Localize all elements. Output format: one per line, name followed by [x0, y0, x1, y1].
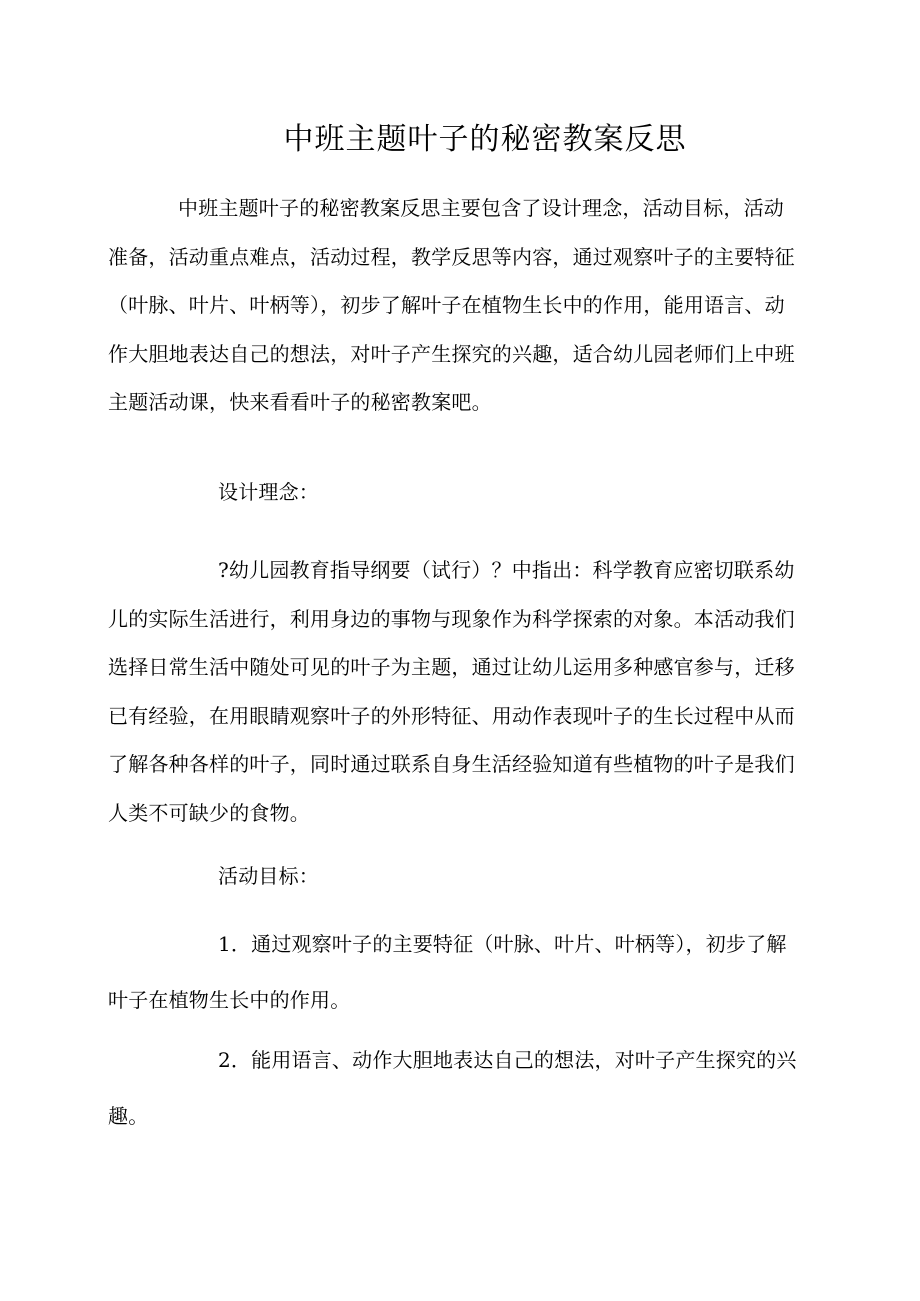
intro-paragraph: 中班主题叶子的秘密教案反思主要包含了设计理念，活动目标，活动准备，活动重点难点，活动过程，教学反思等内容，通过观察叶子的主要特征（叶脉、叶片、叶柄等），初步了解叶子在植物生长中的作用，能用语言、动作大胆地表达自己的想法，对叶子产生探究的兴趣，适合幼儿园老师们上中班主题活动课，快来看看叶子的秘密教案吧。	[108, 196, 795, 414]
design-concept-paragraph: ?幼儿园教育指导纲要（试行）？中指出：科学教育应密切联系幼儿的实际生活进行，利用身边的事物与现象作为科学探索的对象。本活动我们选择日常生活中随处可见的叶子为主题，通过让幼儿运用多种感官参与，迁移已有经验，在用眼睛观察叶子的外形特征、用动作表现叶子的生长过程中从而了解各种各样的叶子，同时通过联系自身生活经验知道有些植物的叶子是我们人类不可缺少的食物。	[108, 558, 795, 825]
goal-item-2: 2．能用语言、动作大胆地表达自己的想法，对叶子产生探究的兴趣。	[108, 1048, 797, 1128]
activity-goals-heading: 活动目标：	[218, 864, 319, 888]
goal-item-1: 1．通过观察叶子的主要特征（叶脉、叶片、叶柄等），初步了解叶子在植物生长中的作用。	[108, 932, 787, 1012]
document-title: 中班主题叶子的秘密教案反思	[283, 122, 687, 157]
design-concept-heading: 设计理念：	[218, 480, 319, 504]
